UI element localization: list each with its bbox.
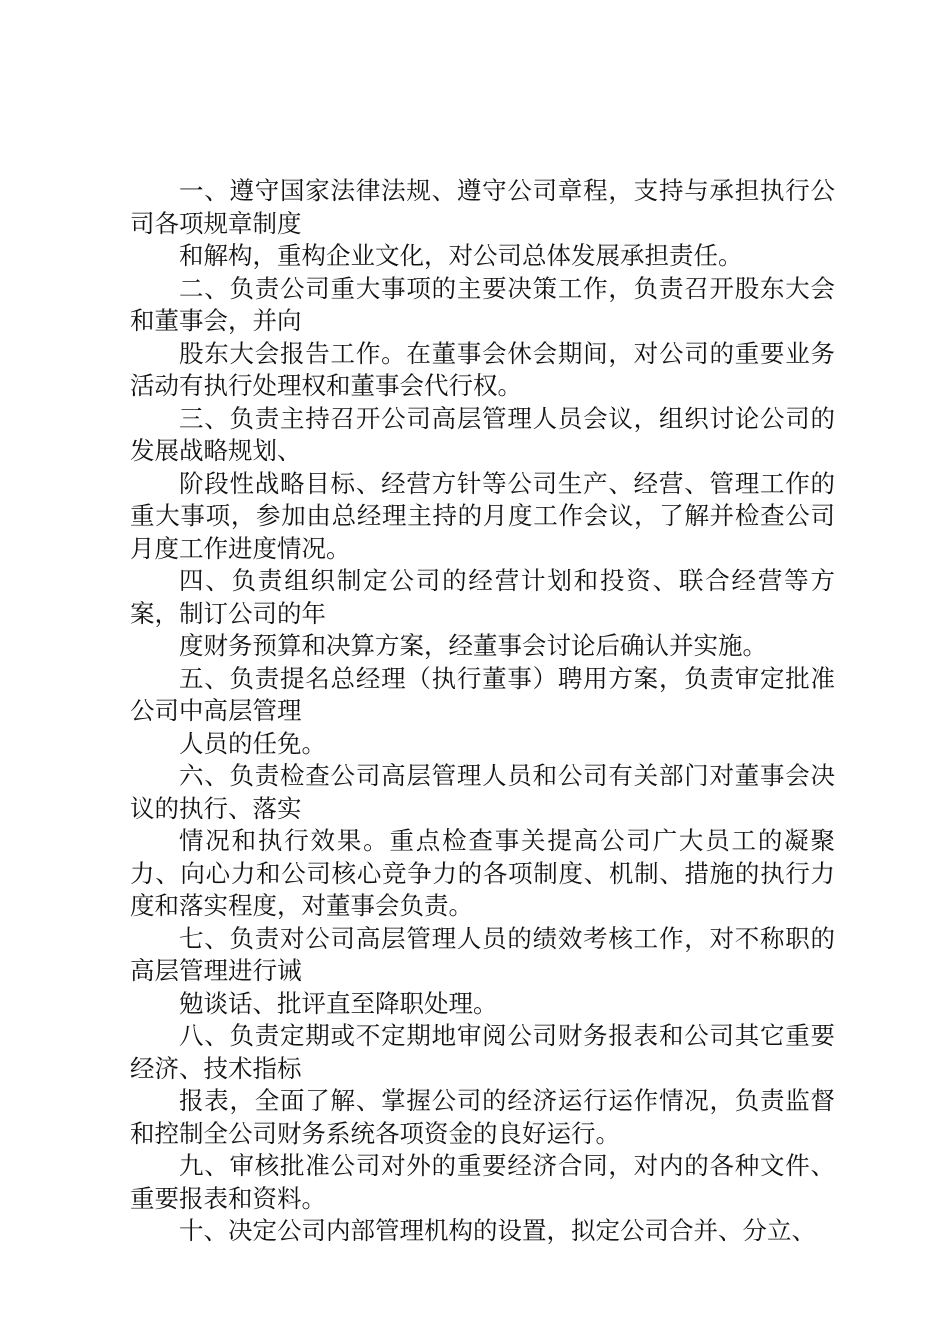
document-body: [130, 175, 835, 1248]
paragraph-17: 九、审核批准公司对外的重要经济合同，对内的各种文件、重要报表和资料。: [130, 1151, 835, 1213]
paragraph-11: 六、负责检查公司高层管理人员和公司有关部门对董事会决议的执行、落实: [130, 761, 835, 823]
paragraph-7: 四、负责组织制定公司的经营计划和投资、联合经营等方案，制订公司的年: [130, 566, 835, 628]
paragraph-16: 报表，全面了解、掌握公司的经济运行运作情况，负责监督和控制全公司财务系统各项资金的良好运行。: [130, 1086, 835, 1148]
paragraph-12: 情况和执行效果。重点检查事关提高公司广大员工的凝聚力、向心力和公司核心竞争力的各项制度、机制、措施的执行力度和落实程度，对董事会负责。: [130, 826, 835, 920]
paragraph-6: 阶段性战略目标、经营方针等公司生产、经营、管理工作的重大事项，参加由总经理主持的月度工作会议，了解并检查公司月度工作进度情况。: [130, 468, 835, 563]
paragraph-10: 人员的任免。: [179, 728, 326, 758]
paragraph-18: 十、决定公司内部管理机构的设置，拟定公司合并、分立、: [179, 1216, 816, 1245]
paragraph-1: 一、遵守国家法律法规、遵守公司章程，支持与承担执行公司各项规章制度: [130, 176, 835, 238]
paragraph-14: 勉谈话、批评直至降职处理。: [179, 988, 498, 1018]
paragraph-9: 五、负责提名总经理（执行董事）聘用方案，负责审定批准公司中高层管理: [130, 663, 835, 725]
paragraph-4: 股东大会报告工作。在董事会休会期间，对公司的重要业务活动有执行处理权和董事会代行权。: [130, 338, 835, 400]
paragraph-15: 八、负责定期或不定期地审阅公司财务报表和公司其它重要经济、技术指标: [130, 1021, 835, 1083]
paragraph-2: 和解构，重构企业文化，对公司总体发展承担责任。: [179, 241, 743, 270]
paragraph-13: 七、负责对公司高层管理人员的绩效考核工作，对不称职的高层管理进行诫: [130, 923, 835, 985]
paragraph-3: 二、负责公司重大事项的主要决策工作，负责召开股东大会和董事会，并向: [130, 273, 835, 335]
paragraph-5: 三、负责主持召开公司高层管理人员会议，组织讨论公司的发展战略规划、: [130, 403, 835, 465]
paragraph-8: 度财务预算和决算方案，经董事会讨论后确认并实施。: [179, 631, 767, 660]
